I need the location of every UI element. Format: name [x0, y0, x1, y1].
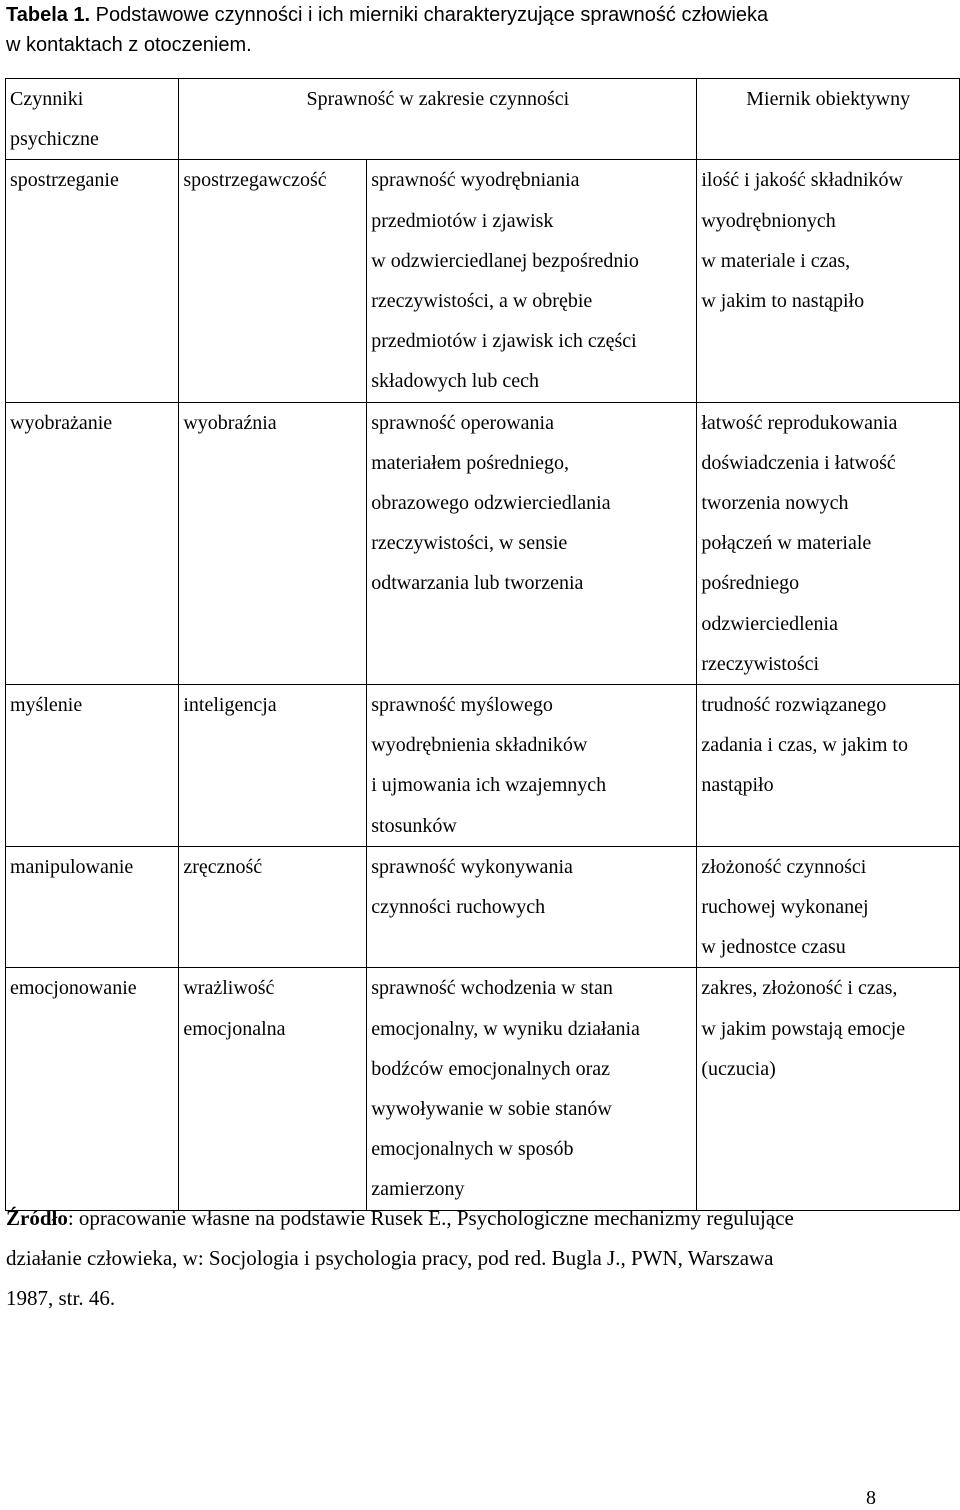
measure-cell-line: wyodrębnionych [701, 209, 836, 232]
factor-cell-line: spostrzeganie [10, 169, 119, 192]
efficiency-cell-line: sprawność wyodrębniania [371, 169, 580, 192]
measure-cell-line: zakres, złożoność i czas, [701, 977, 898, 1000]
efficiency-cell-line: wyodrębnienia składników [371, 734, 588, 757]
measure-cell [697, 968, 960, 1210]
header-row [6, 79, 960, 160]
measure-cell-line: nastąpiło [701, 774, 774, 797]
efficiency-cell-line: sprawność operowania [371, 411, 554, 434]
ability-cell-line: zręczność [183, 855, 263, 878]
measure-cell-line: zadania i czas, w jakim to [701, 734, 908, 757]
measure-cell-line: połączeń w materiale [701, 532, 872, 555]
measure-cell-line: w jednostce czasu [701, 936, 846, 959]
efficiency-cell-line: obrazowego odzwierciedlania [371, 492, 611, 515]
efficiency-cell-line: wywoływanie w sobie stanów [371, 1098, 612, 1121]
efficiency-cell [367, 685, 697, 847]
factor-cell-line: wyobrażanie [10, 411, 113, 434]
measure-cell [697, 402, 960, 684]
caption-title: Podstawowe czynności i ich mierniki charakteryzujące sprawność człowieka [90, 4, 769, 26]
efficiency-cell-line: sprawność wchodzenia w stan [371, 977, 613, 1000]
source-text: : opracowanie własne na podstawie Rusek E., Psychologiczne mechanizmy regulujące [67, 1206, 794, 1230]
measure-cell-line: odzwierciedlenia [701, 612, 838, 635]
header-efficiency: Sprawność w zakresie czynności [179, 79, 697, 160]
factor-cell [6, 402, 179, 684]
caption-line-1 [6, 0, 946, 30]
table-row [6, 160, 960, 402]
measure-cell-line: złożoność czynności [701, 855, 867, 878]
factor-cell-line: myślenie [10, 694, 83, 717]
table-row [6, 685, 960, 847]
factor-cell [6, 846, 179, 968]
ability-cell-line: emocjonalna [183, 1017, 286, 1040]
efficiency-cell-line: w odzwierciedlanej bezpośrednio [371, 249, 639, 272]
measure-cell-line: ruchowej wykonanej [701, 896, 869, 919]
efficiency-cell-line: składowych lub cech [371, 370, 539, 393]
efficiency-cell-line: i ujmowania ich wzajemnych [371, 774, 607, 797]
efficiency-cell-line: zamierzony [371, 1178, 465, 1201]
efficiency-cell-line: czynności ruchowych [371, 896, 546, 919]
ability-cell [179, 968, 367, 1210]
caption-line-2: w kontaktach z otoczeniem. [6, 34, 252, 56]
efficiency-cell-line: odtwarzania lub tworzenia [371, 572, 584, 595]
efficiency-cell-line: sprawność myślowego [371, 694, 553, 717]
table-row [6, 846, 960, 968]
measure-cell [697, 846, 960, 968]
ability-cell [179, 846, 367, 968]
efficiency-cell-line: materiałem pośredniego, [371, 451, 569, 474]
measure-cell-line: tworzenia nowych [701, 492, 849, 515]
efficiency-cell [367, 160, 697, 402]
measure-cell [697, 160, 960, 402]
efficiency-cell [367, 846, 697, 968]
header-factors-line: Czynniki [10, 88, 84, 110]
source-line-1 [6, 1198, 906, 1238]
efficiency-cell-line: rzeczywistości, a w obrębie [371, 290, 593, 313]
header-factors [6, 79, 179, 160]
measure-cell-line: trudność rozwiązanego [701, 694, 887, 717]
efficiency-cell-line: bodźców emocjonalnych oraz [371, 1057, 611, 1080]
measure-cell-line: rzeczywistości [701, 652, 820, 675]
efficiency-cell-line: rzeczywistości, w sensie [371, 532, 568, 555]
measure-cell-line: w jakim to nastąpiło [701, 290, 865, 313]
efficiency-cell-line: przedmiotów i zjawisk [371, 209, 554, 232]
efficiency-cell [367, 402, 697, 684]
measure-cell-line: łatwość reprodukowania [701, 411, 898, 434]
source-label: Źródło [6, 1206, 68, 1230]
measure-cell-line: w materiale i czas, [701, 249, 851, 272]
table-row [6, 402, 960, 684]
ability-cell-line: wyobraźnia [183, 411, 277, 434]
header-measure: Miernik obiektywny [697, 79, 960, 160]
table-caption [6, 0, 946, 60]
factor-cell [6, 685, 179, 847]
efficiency-cell [367, 968, 697, 1210]
efficiency-cell-line: sprawność wykonywania [371, 855, 573, 878]
factor-cell [6, 160, 179, 402]
efficiency-cell-line: przedmiotów i zjawisk ich części [371, 330, 637, 353]
factor-cell [6, 968, 179, 1210]
efficiency-cell-line: stosunków [371, 814, 457, 837]
efficiency-cell-line: emocjonalny, w wyniku działania [371, 1017, 640, 1040]
source-line-3: 1987, str. 46. [6, 1286, 116, 1310]
page-number: 8 [866, 1487, 876, 1509]
ability-cell-line: inteligencja [183, 694, 277, 717]
factor-cell-line: manipulowanie [10, 855, 134, 878]
header-factors-line: psychiczne [10, 128, 99, 151]
measure-cell-line: (uczucia) [701, 1057, 776, 1080]
ability-cell [179, 685, 367, 847]
measure-cell-line: ilość i jakość składników [701, 169, 903, 192]
measure-cell-line: pośredniego [701, 572, 800, 595]
ability-cell-line: spostrzegawczość [183, 169, 327, 192]
efficiency-cell-line: emocjonalnych w sposób [371, 1138, 574, 1161]
measure-cell-line: doświadczenia i łatwość [701, 451, 896, 474]
ability-cell [179, 160, 367, 402]
activities-table [5, 78, 960, 1211]
table-row [6, 968, 960, 1210]
factor-cell-line: emocjonowanie [10, 977, 137, 1000]
measure-cell-line: w jakim powstają emocje [701, 1017, 906, 1040]
caption-label: Tabela 1. [6, 4, 91, 26]
measure-cell [697, 685, 960, 847]
source-note [6, 1198, 906, 1318]
ability-cell-line: wrażliwość [183, 977, 275, 1000]
source-line-2: działanie człowieka, w: Socjologia i psychologia pracy, pod red. Bugla J., PWN, Warszawa [6, 1246, 774, 1270]
ability-cell [179, 402, 367, 684]
